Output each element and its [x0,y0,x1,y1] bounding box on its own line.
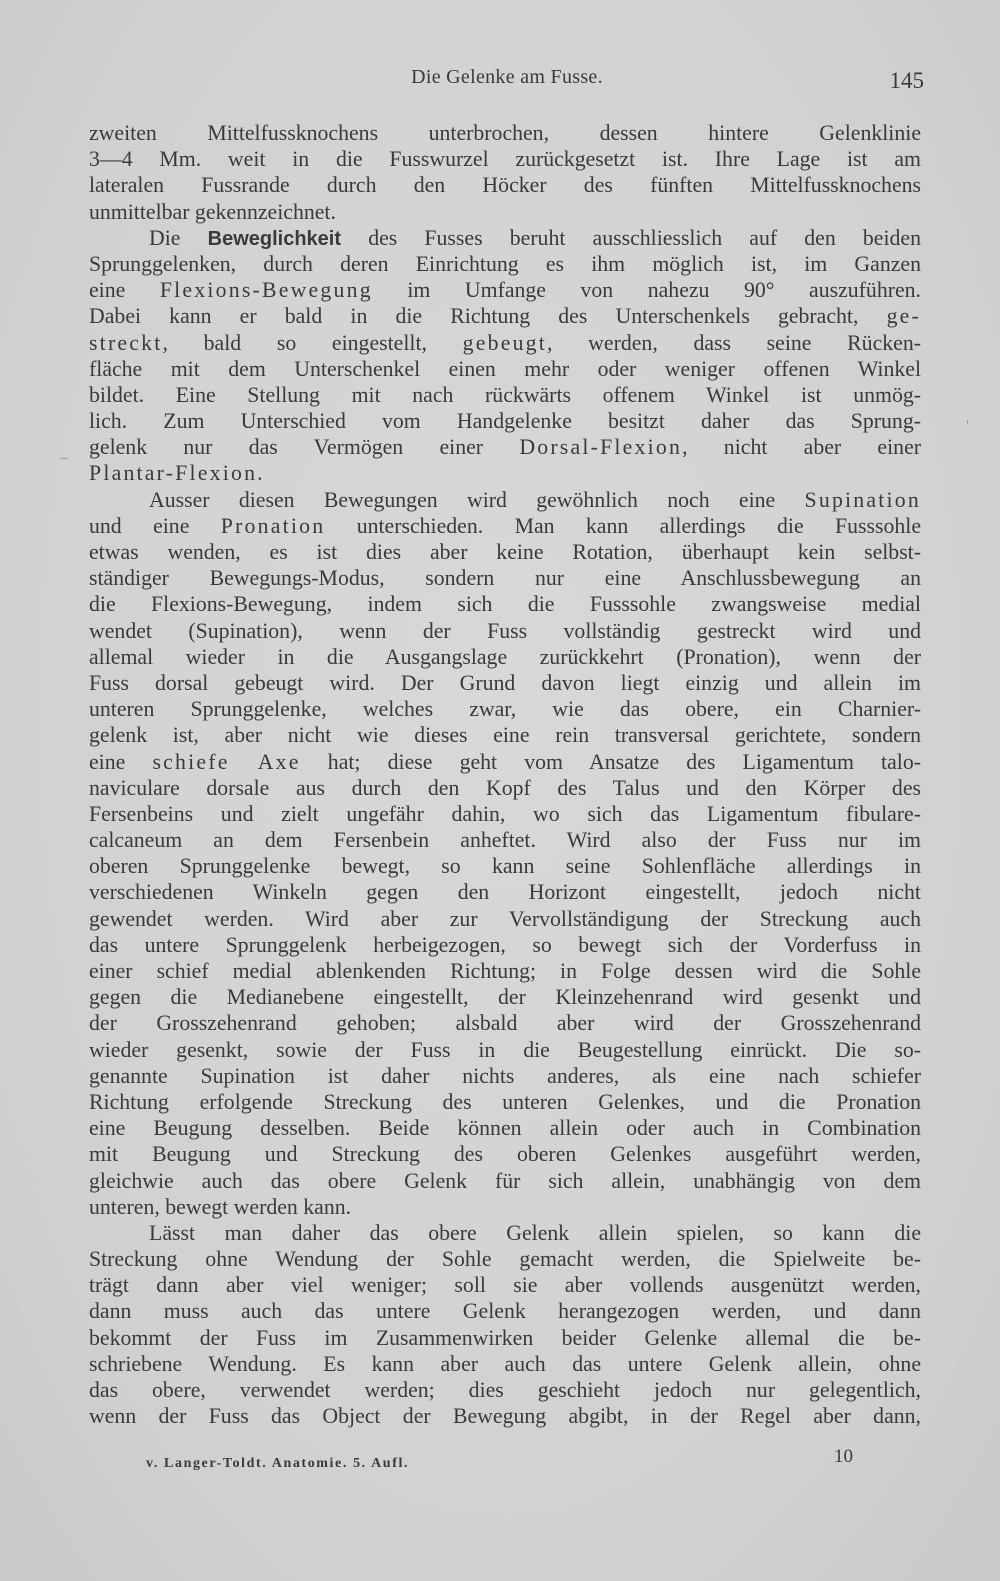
text-line [89,1351,921,1377]
text-line [89,984,921,1010]
text-segment: calcaneum an dem Fersenbein anheftet. Wird also der Fuss nur im [89,828,921,853]
text-segment: unteren Sprunggelenke, welches zwar, wie das obere, ein Charnier- [89,697,921,722]
text-segment: unmittelbar gekennzeichnet. [89,199,336,224]
text-segment: eine Beugung desselben. Beide können allein oder auch in Combination [89,1116,921,1141]
text-line [89,1298,921,1324]
text-line [89,1037,921,1063]
text-line [89,879,921,905]
text-line [89,487,921,513]
text-line [89,1010,921,1036]
spaced-term: Plantar-Flexion [89,461,258,486]
text-segment: hat; diese geht vom Ansatze des Ligamentum talo- [300,749,921,774]
text-segment: der Grosszehenrand gehoben; alsbald aber wird der Grosszehenrand [89,1011,921,1036]
text-line [89,1194,921,1220]
text-segment: eine [89,278,160,303]
page-number: 145 [889,68,924,93]
text-segment: allemal wieder in die Ausgangslage zurückkehrt (Pronation), wenn der [89,644,921,669]
bold-term: Beweglichkeit [207,227,342,250]
margin-mark-left: _ [60,444,68,461]
text-line [89,1089,921,1115]
text-line [89,1325,921,1351]
spaced-term: Pronation [220,513,326,538]
text-line [89,958,921,984]
text-segment: oberen Sprunggelenke bewegt, so kann seine Sohlenfläche allerdings in [89,854,921,879]
text-segment: gewendet werden. Wird aber zur Vervollständigung der Streckung auch [89,906,921,931]
footer-citation: v. Langer-Toldt. Anatomie. 5. Aufl. [146,1456,410,1471]
text-line [89,906,921,932]
text-segment: eine [89,749,153,774]
text-line [89,565,921,591]
text-segment: Dabei kann er bald in die Richtung des Unterschenkels gebracht, [89,304,887,329]
running-title: Die Gelenke am Fusse. [411,66,603,88]
text-line [89,1272,921,1298]
text-segment: bildet. Eine Stellung mit nach rückwärts offenem Winkel ist unmög- [89,382,921,407]
text-line [89,749,921,775]
text-line [89,172,921,198]
text-segment: , nicht aber einer [682,435,921,460]
text-line [89,1377,921,1403]
text-segment: unteren, bewegt werden kann. [89,1194,352,1219]
text-segment: . [257,461,263,486]
text-line [89,225,921,251]
text-line [89,120,921,146]
text-line [89,408,921,434]
text-segment: gegen die Medianebene eingestellt, der Kleinzehenrand wird gesenkt und [89,985,921,1010]
text-line [89,356,921,382]
text-segment: etwas wenden, es ist dies aber keine Rotation, überhaupt kein selbst- [89,540,921,564]
text-line [89,1168,921,1194]
spaced-term: Supination [804,487,921,512]
text-segment: unterschieden. Man kann allerdings die Fusssohle [325,513,921,538]
spaced-term: Flexions-Bewegung [159,278,373,303]
text-segment: einer schief medial ablenkenden Richtung; in Folge dessen wird die Sohle [89,959,921,983]
text-line [89,1220,921,1246]
text-segment: im Umfange von nahezu 90° auszuführen. [372,278,921,303]
text-segment: Die [149,225,208,250]
text-segment: naviculare dorsale aus durch den Kopf des Talus und den Körper des [89,775,921,800]
text-segment: zweiten Mittelfussknochens unterbrochen, dessen hintere Gelenklinie [89,121,921,145]
text-segment: gelenk ist, aber nicht wie dieses eine rein transversal gerichtete, sondern [89,723,921,748]
text-segment: Sprunggelenken, durch deren Einrichtung es ihm möglich ist, im Ganzen [89,251,921,276]
text-line [89,696,921,722]
text-segment: wendet (Supination), wenn der Fuss vollständig gestreckt wird und [89,618,921,643]
text-segment: dann muss auch das untere Gelenk herangezogen werden, und dann [89,1299,921,1324]
text-line [89,303,921,329]
running-head [90,62,924,98]
text-segment: genannte Supination ist daher nichts anderes, als eine nach schiefer [89,1063,921,1088]
spaced-term: streckt [89,330,163,355]
text-segment: wieder gesenkt, sowie der Fuss in die Beugestellung einrückt. Die so- [89,1037,921,1062]
text-line [89,932,921,958]
text-segment: Ausser diesen Bewegungen wird gewöhnlich noch eine [149,487,805,512]
spaced-term: gebeugt [462,330,548,355]
text-segment: das untere Sprunggelenk herbeigezogen, so bewegt sich der Vorderfuss in [89,932,921,957]
text-line [89,277,921,303]
text-line [89,251,921,277]
text-segment: ständiger Bewegungs-Modus, sondern nur eine Anschlussbewegung an [89,566,921,591]
text-segment: Fuss dorsal gebeugt wird. Der Grund davon liegt einzig und allein im [89,670,921,695]
text-segment: mit Beugung und Streckung des oberen Gelenkes ausgeführt werden, [89,1142,921,1167]
text-segment: gleichwie auch das obere Gelenk für sich allein, unabhängig von dem [89,1168,921,1193]
text-segment: Richtung erfolgende Streckung des unteren Gelenkes, und die Pronation [89,1089,921,1114]
margin-mark-right: ' [966,418,969,435]
text-line [89,146,921,172]
text-segment: des Fusses beruht ausschliesslich auf den beiden [341,225,921,250]
text-segment: Streckung ohne Wendung der Sohle gemacht werden, die Spielweite be- [89,1247,921,1272]
text-line [89,801,921,827]
text-line [89,1403,921,1429]
page-footer [146,1446,853,1486]
text-line [89,670,921,696]
text-segment: bekommt der Fuss im Zusammenwirken beider Gelenke allemal die be- [89,1325,921,1350]
text-line [89,513,921,539]
text-line [89,827,921,853]
text-segment: und eine [89,513,221,538]
text-line [89,1141,921,1167]
text-line [89,853,921,879]
text-segment: lateralen Fussrande durch den Höcker des fünften Mittelfussknochens [89,173,921,198]
text-line [89,539,921,565]
text-line [89,618,921,644]
body-text [89,120,921,1429]
text-segment: , bald so eingestellt, [162,330,463,355]
text-line [89,382,921,408]
text-line [89,434,921,460]
spaced-term: schiefe Axe [152,749,301,774]
text-line [89,1246,921,1272]
text-line [89,330,921,356]
spaced-term: Dorsal-Flexion [519,435,683,460]
text-segment: wenn der Fuss das Object der Bewegung abgibt, in der Regel aber dann, [89,1404,921,1429]
text-line [89,722,921,748]
text-line [89,1063,921,1089]
text-segment: schriebene Wendung. Es kann aber auch das untere Gelenk allein, ohne [89,1351,921,1376]
text-line [89,591,921,617]
text-line [89,1115,921,1141]
text-segment: Lässt man daher das obere Gelenk allein spielen, so kann die [149,1220,921,1245]
text-segment: fläche mit dem Unterschenkel einen mehr oder weniger offenen Winkel [89,356,921,381]
text-segment: 3—4 Mm. weit in die Fusswurzel zurückgesetzt ist. Ihre Lage ist am [89,147,921,172]
spaced-term: ge- [886,304,921,329]
text-line [89,460,921,486]
text-segment: lich. Zum Unterschied vom Handgelenke besitzt daher das Sprung- [89,409,921,434]
text-segment: gelenk nur das Vermögen einer [89,435,520,460]
text-line [89,775,921,801]
text-segment: , werden, dass seine Rücken- [547,330,921,355]
text-segment: die Flexions-Bewegung, indem sich die Fusssohle zwangsweise medial [89,592,921,617]
text-line [89,199,921,225]
text-line [89,644,921,670]
text-segment: trägt dann aber viel weniger; soll sie aber vollends ausgenützt werden, [89,1273,921,1298]
text-segment: das obere, verwendet werden; dies geschieht jedoch nur gelegentlich, [89,1378,921,1402]
signature-mark: 10 [834,1446,853,1467]
text-segment: Fersenbeins und zielt ungefähr dahin, wo sich das Ligamentum fibulare- [89,801,921,826]
text-segment: verschiedenen Winkeln gegen den Horizont eingestellt, jedoch nicht [89,880,921,905]
